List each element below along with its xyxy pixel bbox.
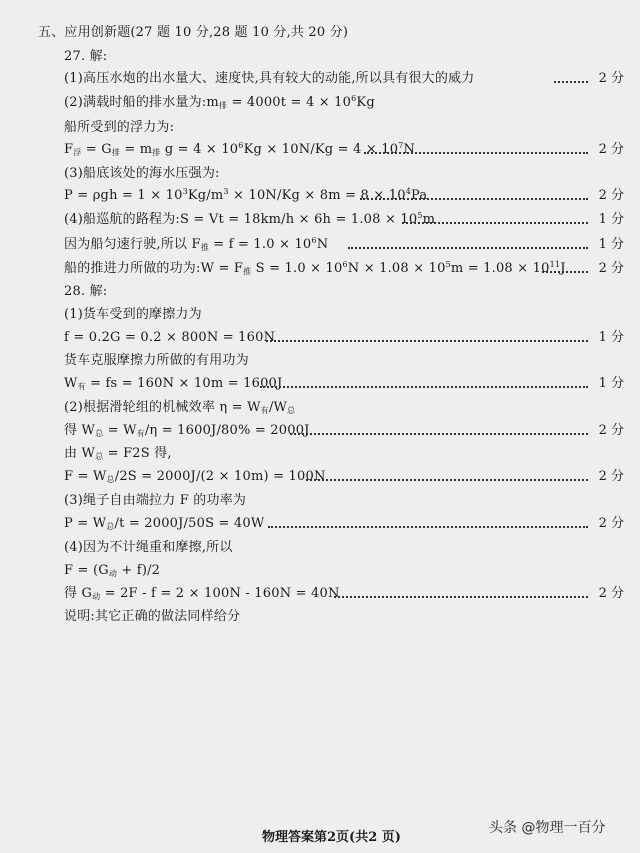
q27-buoyancy-formula: $F_浮 = G_排 = m_排$ $g = 4 \times 10^6Kg \times 10N/Kg = 4 \times 10^7N$ — [64, 141, 416, 157]
q28-total-work-formula: 得 $W_总 = W_有/\eta = 1600J/80\% = 2000J$ — [64, 423, 310, 438]
q28-part2-score-2: 2 分 — [598, 469, 624, 484]
q27-force-line — [64, 237, 624, 253]
q27-buoyancy-line — [64, 142, 624, 158]
dot-leader — [290, 433, 588, 435]
q28-part1-heading: (1)货车受到的摩擦力为 — [64, 307, 202, 322]
q27-label: 27. 解: — [64, 49, 108, 64]
q28-label: 28. 解: — [64, 284, 108, 299]
page-footer: 物理答案第2页(共2 页) — [262, 830, 401, 845]
q28-total-work-line — [64, 423, 624, 439]
q28-power-formula: $P = W_总/t = 2000J/50S = 40W$ — [64, 516, 265, 531]
section-title: 五、应用创新题(27 题 10 分,28 题 10 分,共 20 分) — [38, 25, 349, 40]
q28-part4-heading: (4)因为不计绳重和摩擦,所以 — [64, 540, 233, 555]
q28-friction-formula: f = 0.2G = 0.2 × 800N = 160N — [64, 330, 276, 345]
q27-work-formula: 船的推进力所做的功为:W = $F_推$ $S = 1.0 \times 10^6N \times 1.08 \times 10^5m = 1.08 \times 10^{11}J$ — [64, 260, 566, 276]
dot-leader — [268, 526, 588, 528]
q27-force-formula: 因为船匀速行驶,所以 $F_推 = f = 1.0 \times 10^6N$ — [64, 236, 329, 252]
q28-pull-force-formula: $F = W_总/2S = 2000J/(2 \times 10m) = 100N$ — [64, 469, 326, 484]
q28-part4-score: 2 分 — [598, 586, 624, 601]
q28-power-line — [64, 516, 624, 532]
q27-part2-score: 2 分 — [598, 142, 624, 157]
q27-part4-score-2: 1 分 — [598, 237, 624, 252]
q27-work-line — [64, 261, 624, 277]
q27-part3-score: 2 分 — [598, 188, 624, 203]
q28-power-heading: (3)绳子自由端拉力 F 的功率为 — [64, 493, 247, 508]
q28-useful-work-heading: 货车克服摩擦力所做的有用功为 — [64, 353, 249, 368]
q28-pull-force-line — [64, 469, 624, 485]
q27-buoyancy-heading: 船所受到的浮力为: — [64, 120, 175, 135]
dot-leader — [334, 596, 588, 598]
q27-pressure-formula: $P = \rho gh = 1 \times 10^3Kg/m^3 \times 10N/Kg \times 8m = 8 \times 10^4Pa$ — [64, 187, 428, 203]
q28-pulley-weight-formula: 得 $G_动 = 2F - f = 2 \times 100N - 160N = 40N$ — [64, 586, 340, 601]
q28-efficiency-heading: (2)根据滑轮组的机械效率 $\eta = W_有/W_总$ — [64, 400, 296, 415]
q28-pulley-relation: $F = (G_动 + f)/2$ — [64, 563, 161, 578]
q27-part4-score-3: 2 分 — [598, 261, 624, 276]
dot-leader — [402, 222, 588, 224]
dot-leader — [348, 247, 588, 249]
q27-part1-score: 2 分 — [598, 71, 624, 86]
q28-pulley-weight-line — [64, 586, 624, 602]
q28-friction-line — [64, 330, 624, 346]
grading-note: 说明:其它正确的做法同样给分 — [64, 609, 241, 624]
q27-part3-heading: (3)船底该处的海水压强为: — [64, 166, 220, 181]
q28-part3-score: 2 分 — [598, 516, 624, 531]
q27-distance-formula: (4)船巡航的路程为:S = $Vt = 18km/h \times 6h = 1.08 \times 10^5m$ — [64, 211, 436, 227]
q28-part1-score-1: 1 分 — [598, 330, 624, 345]
dot-leader — [554, 81, 588, 83]
dot-leader — [364, 152, 588, 154]
dot-leader — [360, 198, 588, 200]
dot-leader — [266, 340, 588, 342]
q28-part1-score-2: 1 分 — [598, 376, 624, 391]
q28-part2-score-1: 2 分 — [598, 423, 624, 438]
q27-pressure-line — [64, 188, 624, 204]
dot-leader — [306, 479, 588, 481]
watermark: 头条 @物理一百分 — [489, 820, 606, 836]
q28-useful-work-line — [64, 376, 624, 392]
q28-relation-line: 由 $W_总 = F2S$ 得, — [64, 446, 172, 461]
dot-leader — [260, 386, 588, 388]
q28-useful-work-formula: $W_有$ = fs = 160N × 10m = 1600J — [64, 376, 283, 391]
dot-leader — [542, 271, 588, 273]
q27-part1-line — [64, 71, 624, 87]
q27-part1-text: (1)高压水炮的出水量大、速度快,具有较大的动能,所以具有很大的威力 — [64, 71, 475, 86]
q27-distance-line — [64, 212, 624, 228]
q27-part4-score-1: 1 分 — [598, 212, 624, 227]
q27-part2-mass: (2)满载时船的排水量为$:m_排 = 4000t = 4 \times 10^6Kg$ — [64, 94, 375, 110]
